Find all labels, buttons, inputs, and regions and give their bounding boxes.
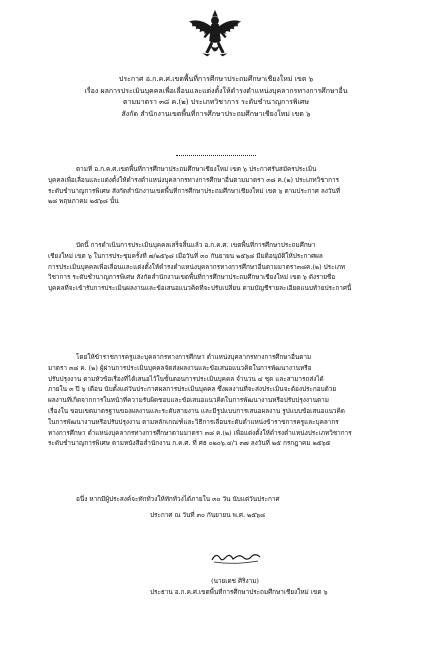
- header-divider: [176, 155, 256, 156]
- date-line: ประกาศ ณ วันที่ ๓๐ กันยายน พ.ศ. ๒๕๖๘: [150, 511, 266, 519]
- text-line: บุคคลเพื่อเลื่อนและแต่งตั้งให้ดำรงตำแหน่งบุคลากรทางการศึกษาอื่นตามมาตรา ๓๘ ค.(๒) ประเภทวิชาการ: [48, 175, 340, 184]
- paragraph-2: [48, 240, 388, 294]
- header-line: สังกัด สำนักงานเขตพื้นที่การศึกษาประถมศึกษาเชียงใหม่ เขต ๖: [121, 109, 311, 118]
- signature-icon: [206, 548, 266, 568]
- signer-name: (นายเดช ศิริงาม): [211, 577, 259, 585]
- text-line: มาตรา ๓๘ ค. (๒) ผู้ผ่านการประเมินบุคคลจัดส่งผลงานและข้อเสนอแนวคิดในการพัฒนางานหรือ: [48, 363, 312, 372]
- text-line: ผลงานที่เกิดจากการในหน้าที่ความรับผิดชอบและข้อเสนอแนวคิดในการพัฒนางานหรือปรับปรุงงานตาม: [48, 396, 329, 405]
- header-line: ประกาศ อ.ก.ค.ศ.เขตพื้นที่การศึกษาประถมศึกษาเชียงใหม่ เขต ๖: [118, 75, 314, 83]
- text-line: ภายใน ๓ ปี ๖ เดือน นับตั้งแต่วันประกาศผลการประเมินบุคคล ซึ่งผลงานที่จะส่งประเมินจะต้องประกอบด้วย: [48, 385, 337, 394]
- text-line: โดยให้ข้าราชการครูและบุคลากรทางการศึกษา ตำแหน่งบุคลากรทางการศึกษาอื่นตาม: [76, 353, 312, 361]
- announcement-header: [40, 74, 392, 120]
- text-line: ระดับชำนาญการพิเศษ สังกัดสำนักงานเขตพื้นที่การศึกษาประถมศึกษาเชียงใหม่ เขต ๖ ตามประกาศ ลงวันที่: [48, 186, 341, 195]
- text-line: อนึ่ง หากมีผู้ประสงค์จะทักท้วงให้ทักท้วงได้ภายใน ๓๐ วัน นับแต่วันประกาศ: [76, 495, 280, 503]
- text-line: เรื่องใน ขอบเขตมาตรฐานของผลงานและระดับสายงาน และมีรูปแบบการเสนอผลงาน รูปแบบข้อเสนอแนวคิด: [48, 406, 345, 415]
- garuda-emblem-icon: [186, 8, 244, 66]
- text-line: เชียงใหม่ เขต ๖ ในการประชุมครั้งที่ ๗/๒๕๖๘ เมื่อวันที่ ๓๐ กันยายน ๒๕๖๘ มีมติอนุมัติให้ประกาศผล: [48, 251, 323, 260]
- header-line: ตามมาตรา ๓๘ ค.(๒) ประเภทวิชาการ ระดับชำนาญการพิเศษ: [123, 98, 309, 106]
- text-line: ปรับปรุงงาน ตามหัวข้อเรื่องที่ได้เสนอไว้ในขั้นตอนการประเมินบุคคล จำนวน ๔ ชุด และสามารถส่งได้: [48, 374, 324, 383]
- text-line: บัดนี้ การดำเนินการประเมินบุคคลเสร็จสิ้นแล้ว อ.ก.ค.ศ. เขตพื้นที่การศึกษาประถมศึกษา: [76, 241, 316, 249]
- paragraph-1: [48, 164, 388, 207]
- text-line: ๒๘ พฤษภาคม ๒๕๖๘ นั้น: [48, 197, 119, 206]
- signer-block: [150, 576, 328, 598]
- text-line: ทางการศึกษา ตำแหน่งบุคลากรทางการศึกษาตามมาตรา ๓๘ ค.(๒) เพื่อแต่งตั้งให้ดำรงตำแหน่งประเภทวิชาการ: [48, 428, 352, 437]
- paragraph-4: [48, 494, 388, 505]
- text-line: ตามที่ อ.ก.ค.ศ.เขตพื้นที่การศึกษาประถมศึกษาเชียงใหม่ เขต ๖ ประกาศรับสมัครประเมิน: [76, 165, 317, 173]
- text-line: บุคคลที่จะเข้ารับการประเมินผลงานและข้อเสนอแนวคิดที่จะปรับเปลี่ยน ตามบัญชีรายละเอียดแนบท้ายประกาศนี้: [48, 284, 352, 293]
- signer-position: ประธาน อ.ก.ค.ศ.เขตพื้นที่การศึกษาประถมศึกษาเชียงใหม่ เขต ๖: [150, 588, 328, 596]
- text-line: ในการพัฒนางานหรือปรับปรุงงาน ตามหลักเกณฑ์และวิธีการเลื่อนระดับตำแหน่งข้าราชการครูและบุคลากร: [48, 417, 339, 426]
- text-line: วิชาการ ระดับชำนาญการพิเศษ สังกัดสำนักงานเขตพื้นที่การศึกษาประถมศึกษาเชียงใหม่ เขต ๖ ดังรายชื่อ: [48, 273, 336, 282]
- text-line: การประเมินบุคคลเพื่อเลื่อนและแต่งตั้งให้ดำรงตำแหน่งบุคลากรทางการศึกษาอื่นตามมาตรา๓๘ค.(๒) ประเภท: [48, 262, 346, 271]
- text-line: ระดับชำนาญการพิเศษ ตามหนังสือสำนักงาน ก.ค.ศ. ที่ ศธ ๐๒๐๖.๔/ว ๓๗ ลงวันที่ ๒๕ กรกฎาคม ๒๕๖๕: [48, 439, 331, 448]
- announcement-date: [150, 510, 370, 521]
- header-subject: เรื่อง ผลการประเมินบุคคลเพื่อเลื่อนและแต่งตั้งให้ดำรงตำแหน่งบุคลากรทางการศึกษาอื่น: [84, 86, 348, 95]
- paragraph-3: [48, 352, 388, 449]
